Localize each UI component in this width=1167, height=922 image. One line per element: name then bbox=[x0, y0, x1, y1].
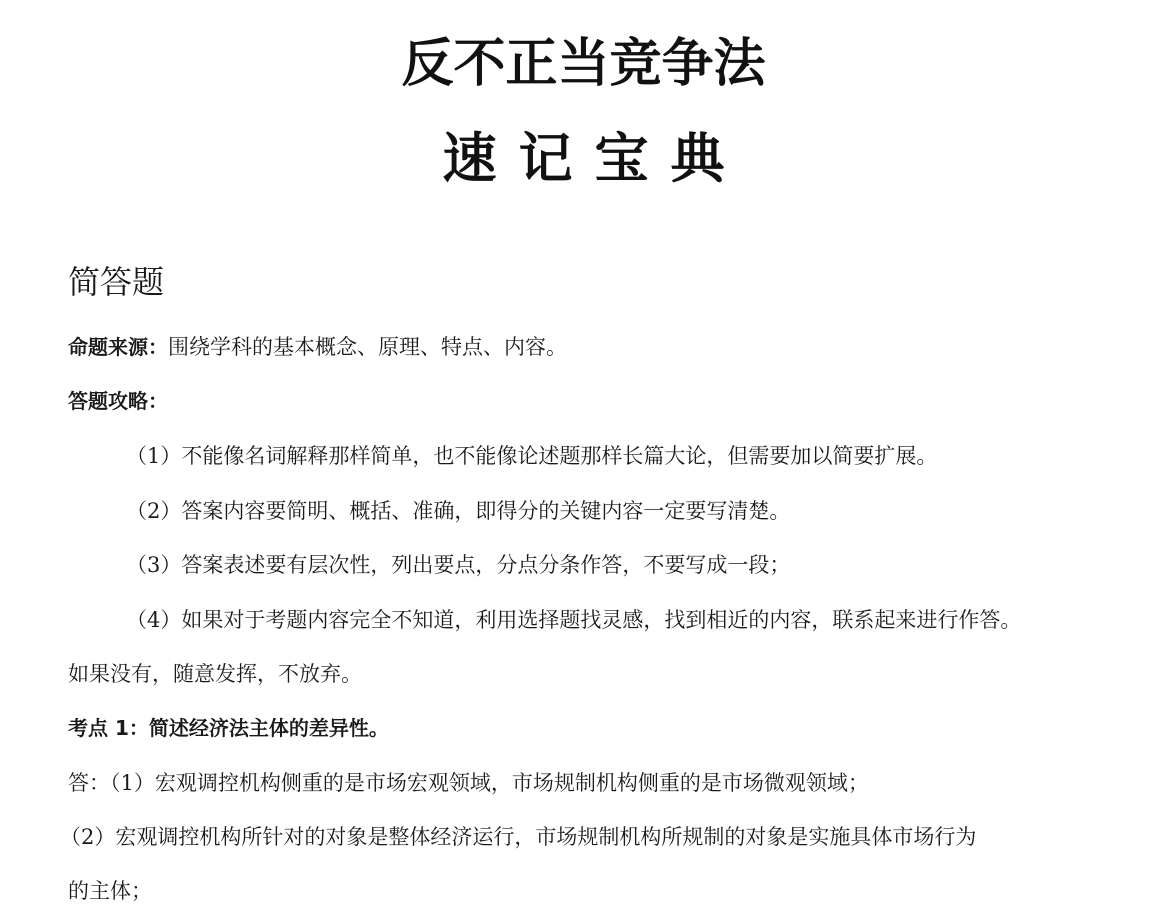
document-subtitle: 速记宝典 bbox=[442, 127, 747, 190]
answer-line-1: 答：（1）宏观调控机构侧重的是市场宏观领域，市场规制机构侧重的是市场微观领域； bbox=[68, 771, 869, 795]
source-paragraph bbox=[68, 332, 567, 362]
point-heading: 考点 1：简述经济法主体的差异性。 bbox=[68, 716, 389, 740]
document-title: 反不正当竞争法 bbox=[401, 34, 766, 94]
strategy-item-2: （2）答案内容要简明、概括、准确，即得分的关键内容一定要写清楚。 bbox=[126, 499, 791, 523]
strategy-item-3: （3）答案表述要有层次性，列出要点，分点分条作答，不要写成一段； bbox=[126, 553, 791, 577]
section-heading: 简答题 bbox=[68, 263, 165, 301]
source-label: 命题来源： bbox=[68, 335, 168, 359]
strategy-continuation: 如果没有，随意发挥，不放弃。 bbox=[68, 662, 362, 686]
source-text: 围绕学科的基本概念、原理、特点、内容。 bbox=[168, 335, 567, 359]
strategy-item-1: （1）不能像名词解释那样简单，也不能像论述题那样长篇大论，但需要加以简要扩展。 bbox=[126, 444, 938, 468]
answer-line-2: （2）宏观调控机构所针对的对象是整体经济运行，市场规制机构所规制的对象是实施具体市场行为 bbox=[60, 825, 977, 849]
strategy-label: 答题攻略： bbox=[68, 389, 168, 413]
strategy-item-4: （4）如果对于考题内容完全不知道，利用选择题找灵感，找到相近的内容，联系起来进行作答。 bbox=[126, 608, 1022, 632]
answer-line-3: 的主体； bbox=[68, 879, 152, 903]
